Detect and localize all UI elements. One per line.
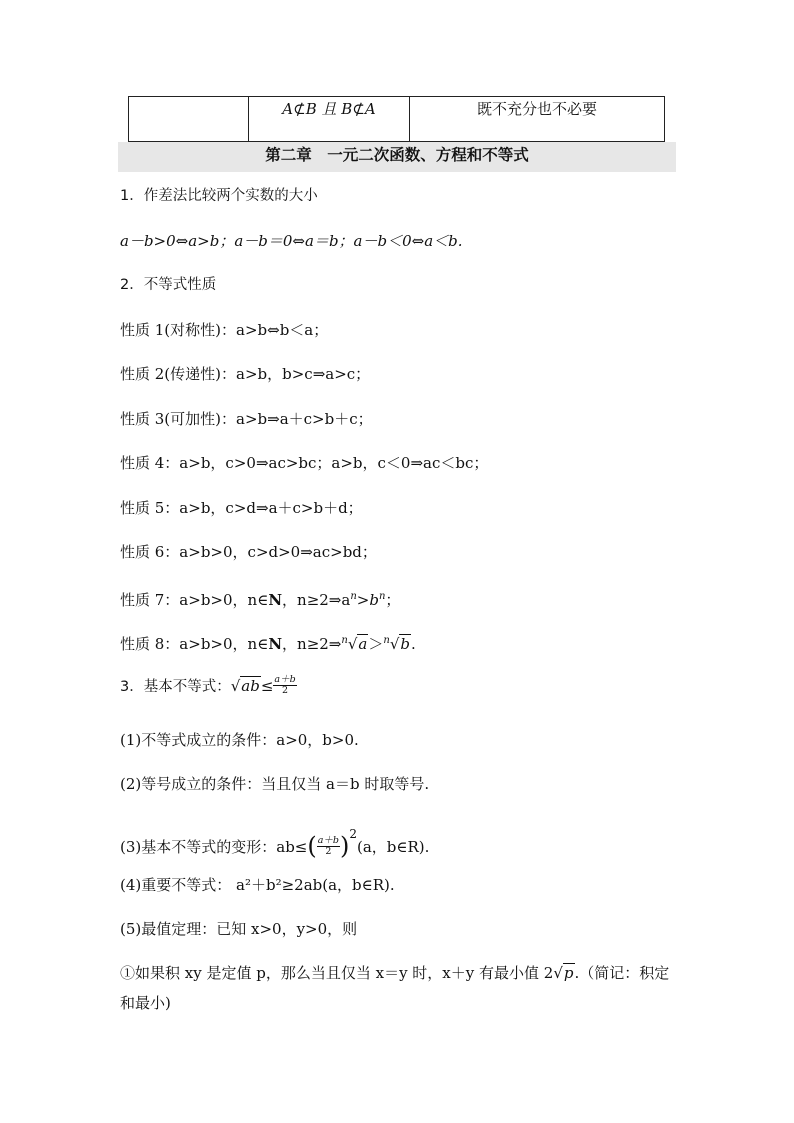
p7-prefix: 性质 7：a>b>0，n∈ xyxy=(120,591,269,609)
section-heading-1: 1．作差法比较两个实数的大小 xyxy=(120,188,318,204)
p8-mid: ，n≥2⇒ xyxy=(282,635,342,653)
property-6: 性质 6：a>b>0，c>d>0⇒ac>bd； xyxy=(120,543,377,561)
radicand: a xyxy=(358,635,368,653)
radicand: ab xyxy=(241,677,260,695)
section-heading-3-label: 3．基本不等式： xyxy=(120,679,231,695)
property-4: 性质 4：a>b，c>0⇒ac>bc；a>b，c＜0⇒ac＜bc； xyxy=(120,454,489,472)
radical-sign: √ xyxy=(389,635,400,653)
item-4: (4)重要不等式： a²＋b²≥2ab(a，b∈R). xyxy=(120,876,395,894)
item-5: (5)最值定理：已知 x>0，y>0，则 xyxy=(120,920,358,938)
table-cell: A⊄B 且 B⊄A xyxy=(249,97,410,142)
table-row xyxy=(129,97,665,142)
naturals-symbol: N xyxy=(268,635,283,653)
property-3: 性质 3(可加性)：a>b⇒a＋c>b＋c； xyxy=(120,410,373,428)
radical-sign: √ xyxy=(347,635,358,653)
property-1: 性质 1(对称性)：a>b⇔b＜a； xyxy=(120,321,329,339)
property-5: 性质 5：a>b，c>d⇒a＋c>b＋d； xyxy=(120,499,363,517)
root-index: n xyxy=(383,635,390,646)
item-3-suffix: (a，b∈R). xyxy=(357,838,430,856)
right-paren: ) xyxy=(340,832,350,860)
table-cell: 既不充分也不必要 xyxy=(410,97,665,142)
radicand: p xyxy=(563,964,574,982)
table-cell xyxy=(129,97,249,142)
exponent: n xyxy=(378,591,386,602)
p8-end: . xyxy=(410,635,416,653)
left-paren: ( xyxy=(307,832,317,860)
item-6-prefix: ①如果积 xy 是定值 p，那么当且仅当 x＝y 时，x＋y 有最小值 2 xyxy=(120,964,554,982)
property-8 xyxy=(120,631,416,654)
item-3-prefix: (3)基本不等式的变形：ab≤ xyxy=(120,838,308,856)
radicand: b xyxy=(400,635,410,653)
item-6-suffix: .（简记：积定和最小) xyxy=(120,964,670,1012)
section-heading-2: 2．不等式性质 xyxy=(120,277,217,293)
p8-gt: ＞ xyxy=(368,635,384,653)
property-2: 性质 2(传递性)：a>b，b>c⇒a>c； xyxy=(120,365,371,383)
item-2: (2)等号成立的条件：当且仅当 a＝b 时取等号. xyxy=(120,775,430,793)
item-6 xyxy=(120,958,680,1018)
item-1: (1)不等式成立的条件：a>0，b>0. xyxy=(120,731,359,749)
item-3 xyxy=(120,824,429,859)
naturals-symbol: N xyxy=(268,591,283,609)
property-7 xyxy=(120,587,400,610)
difference-comparison: a－b>0⇔a>b；a－b＝0⇔a＝b；a－b＜0⇔a＜b. xyxy=(120,232,463,250)
section-heading-3 xyxy=(120,673,297,698)
fraction: $\frac{a+b}{2}$ xyxy=(274,673,296,696)
chapter-title: 第二章 一元二次函数、方程和不等式 xyxy=(118,142,676,172)
root-index: n xyxy=(341,635,348,646)
leq-symbol: ≤ xyxy=(260,677,274,695)
p8-prefix: 性质 8：a>b>0，n∈ xyxy=(120,635,269,653)
condition-table xyxy=(128,96,665,142)
p7-end: ； xyxy=(385,591,401,609)
fraction: $\frac{a+b}{2}$ xyxy=(317,834,339,857)
p7-mid: ，n≥2⇒a xyxy=(282,591,351,609)
radical-sign: √ xyxy=(553,964,563,982)
radical-sign: √ xyxy=(230,677,241,695)
exponent: 2 xyxy=(349,827,358,841)
p7-gt: >b xyxy=(356,591,379,609)
exponent: n xyxy=(350,591,357,602)
